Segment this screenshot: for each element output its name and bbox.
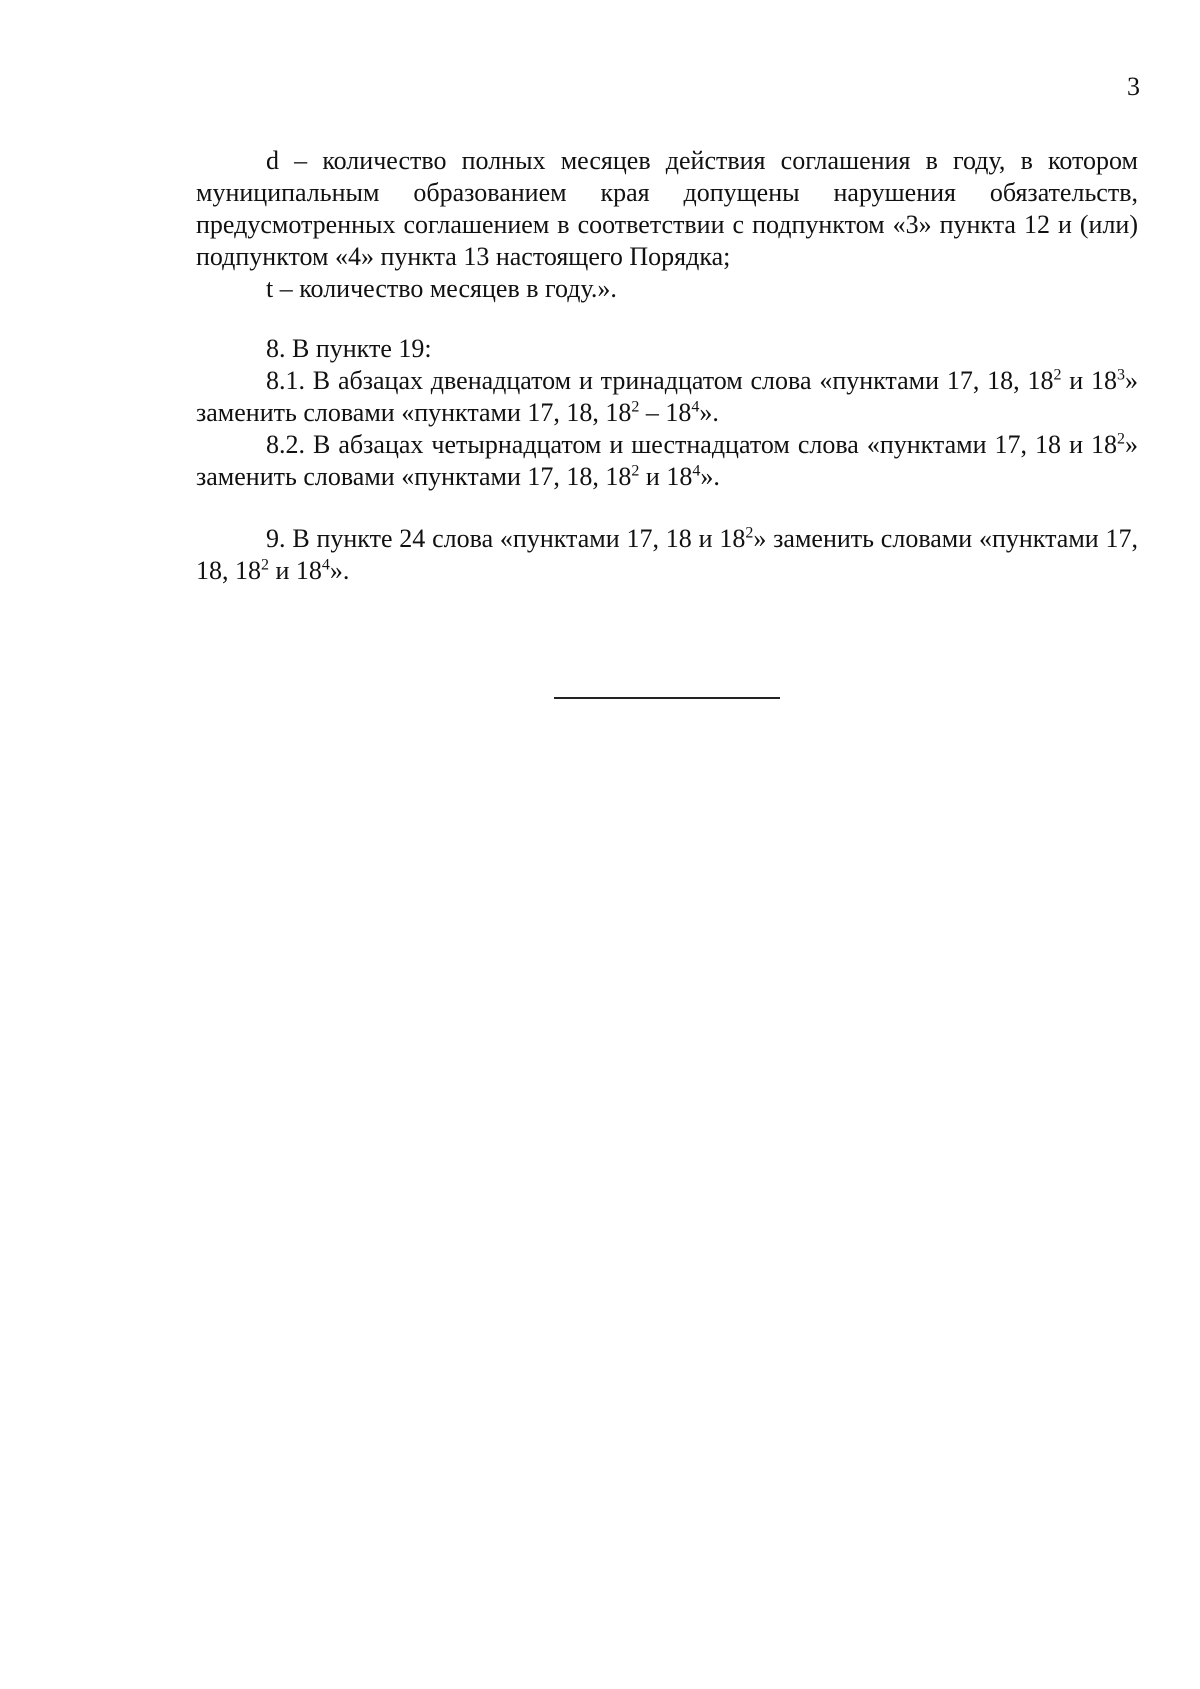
- item-8-2-sup-2: 2: [631, 462, 640, 480]
- item-8-2: [196, 429, 1138, 493]
- item-8-1-sup-4: 4: [691, 398, 700, 416]
- end-of-document-rule: [554, 697, 780, 699]
- item-8-1-sup-2: 3: [1117, 366, 1125, 384]
- item-9-sup-3: 4: [321, 556, 330, 574]
- item-8-1-sup-1: 2: [1053, 366, 1062, 384]
- item-8-1-text-c: » заменить словами «пунктами 17, 18, 18: [196, 366, 1138, 427]
- item-8-2-sup-1: 2: [1117, 430, 1125, 448]
- item-8-2-text-d: ».: [700, 462, 720, 491]
- item-8-2-sup-3: 4: [692, 462, 701, 480]
- item-9-text-b: » заменить словами «пунктами 17, 18, 18: [196, 524, 1139, 585]
- item-9: [196, 523, 1138, 587]
- item-8-title: 8. В пункте 19:: [266, 334, 432, 363]
- item-8-1-text-b: и 18: [1061, 366, 1117, 395]
- item-9-text-a: 9. В пункте 24 слова «пунктами 17, 18 и 18: [266, 524, 746, 553]
- item-8-1: [196, 365, 1138, 429]
- page-number: 3: [1127, 72, 1140, 101]
- item-8-2-text-c: и 18: [639, 462, 693, 491]
- item-8-1-text-a: 8.1. В абзацах двенадцатом и тринадцатом слова «пунктами 17, 18, 18: [266, 366, 1054, 395]
- item-9-text-c: и 18: [269, 556, 322, 585]
- item-8-2-text-b: » заменить словами «пунктами 17, 18, 18: [196, 430, 1138, 491]
- item-9-text-d: ».: [329, 556, 350, 585]
- item-8-2-text-a: 8.2. В абзацах четырнадцатом и шестнадцатом слова «пунктами 17, 18 и 18: [266, 430, 1117, 459]
- definition-d: d – количество полных месяцев действия соглашения в году, в котором муниципальным образованием края допущены нарушения обязательств, предусмотренных соглашением в соответствии с подпунктом «3» пункта 12 и (или) подпунктом «4» пункта 13 настоящего Порядка;: [196, 146, 1138, 271]
- item-8-1-sup-3: 2: [631, 398, 640, 416]
- document-body: [196, 145, 1138, 587]
- item-9-sup-2: 2: [261, 556, 269, 574]
- item-8-1-text-e: ».: [699, 398, 719, 427]
- item-8-1-text-d: – 18: [639, 398, 692, 427]
- definition-t: t – количество месяцев в году.».: [266, 274, 617, 303]
- item-9-sup-1: 2: [745, 524, 754, 542]
